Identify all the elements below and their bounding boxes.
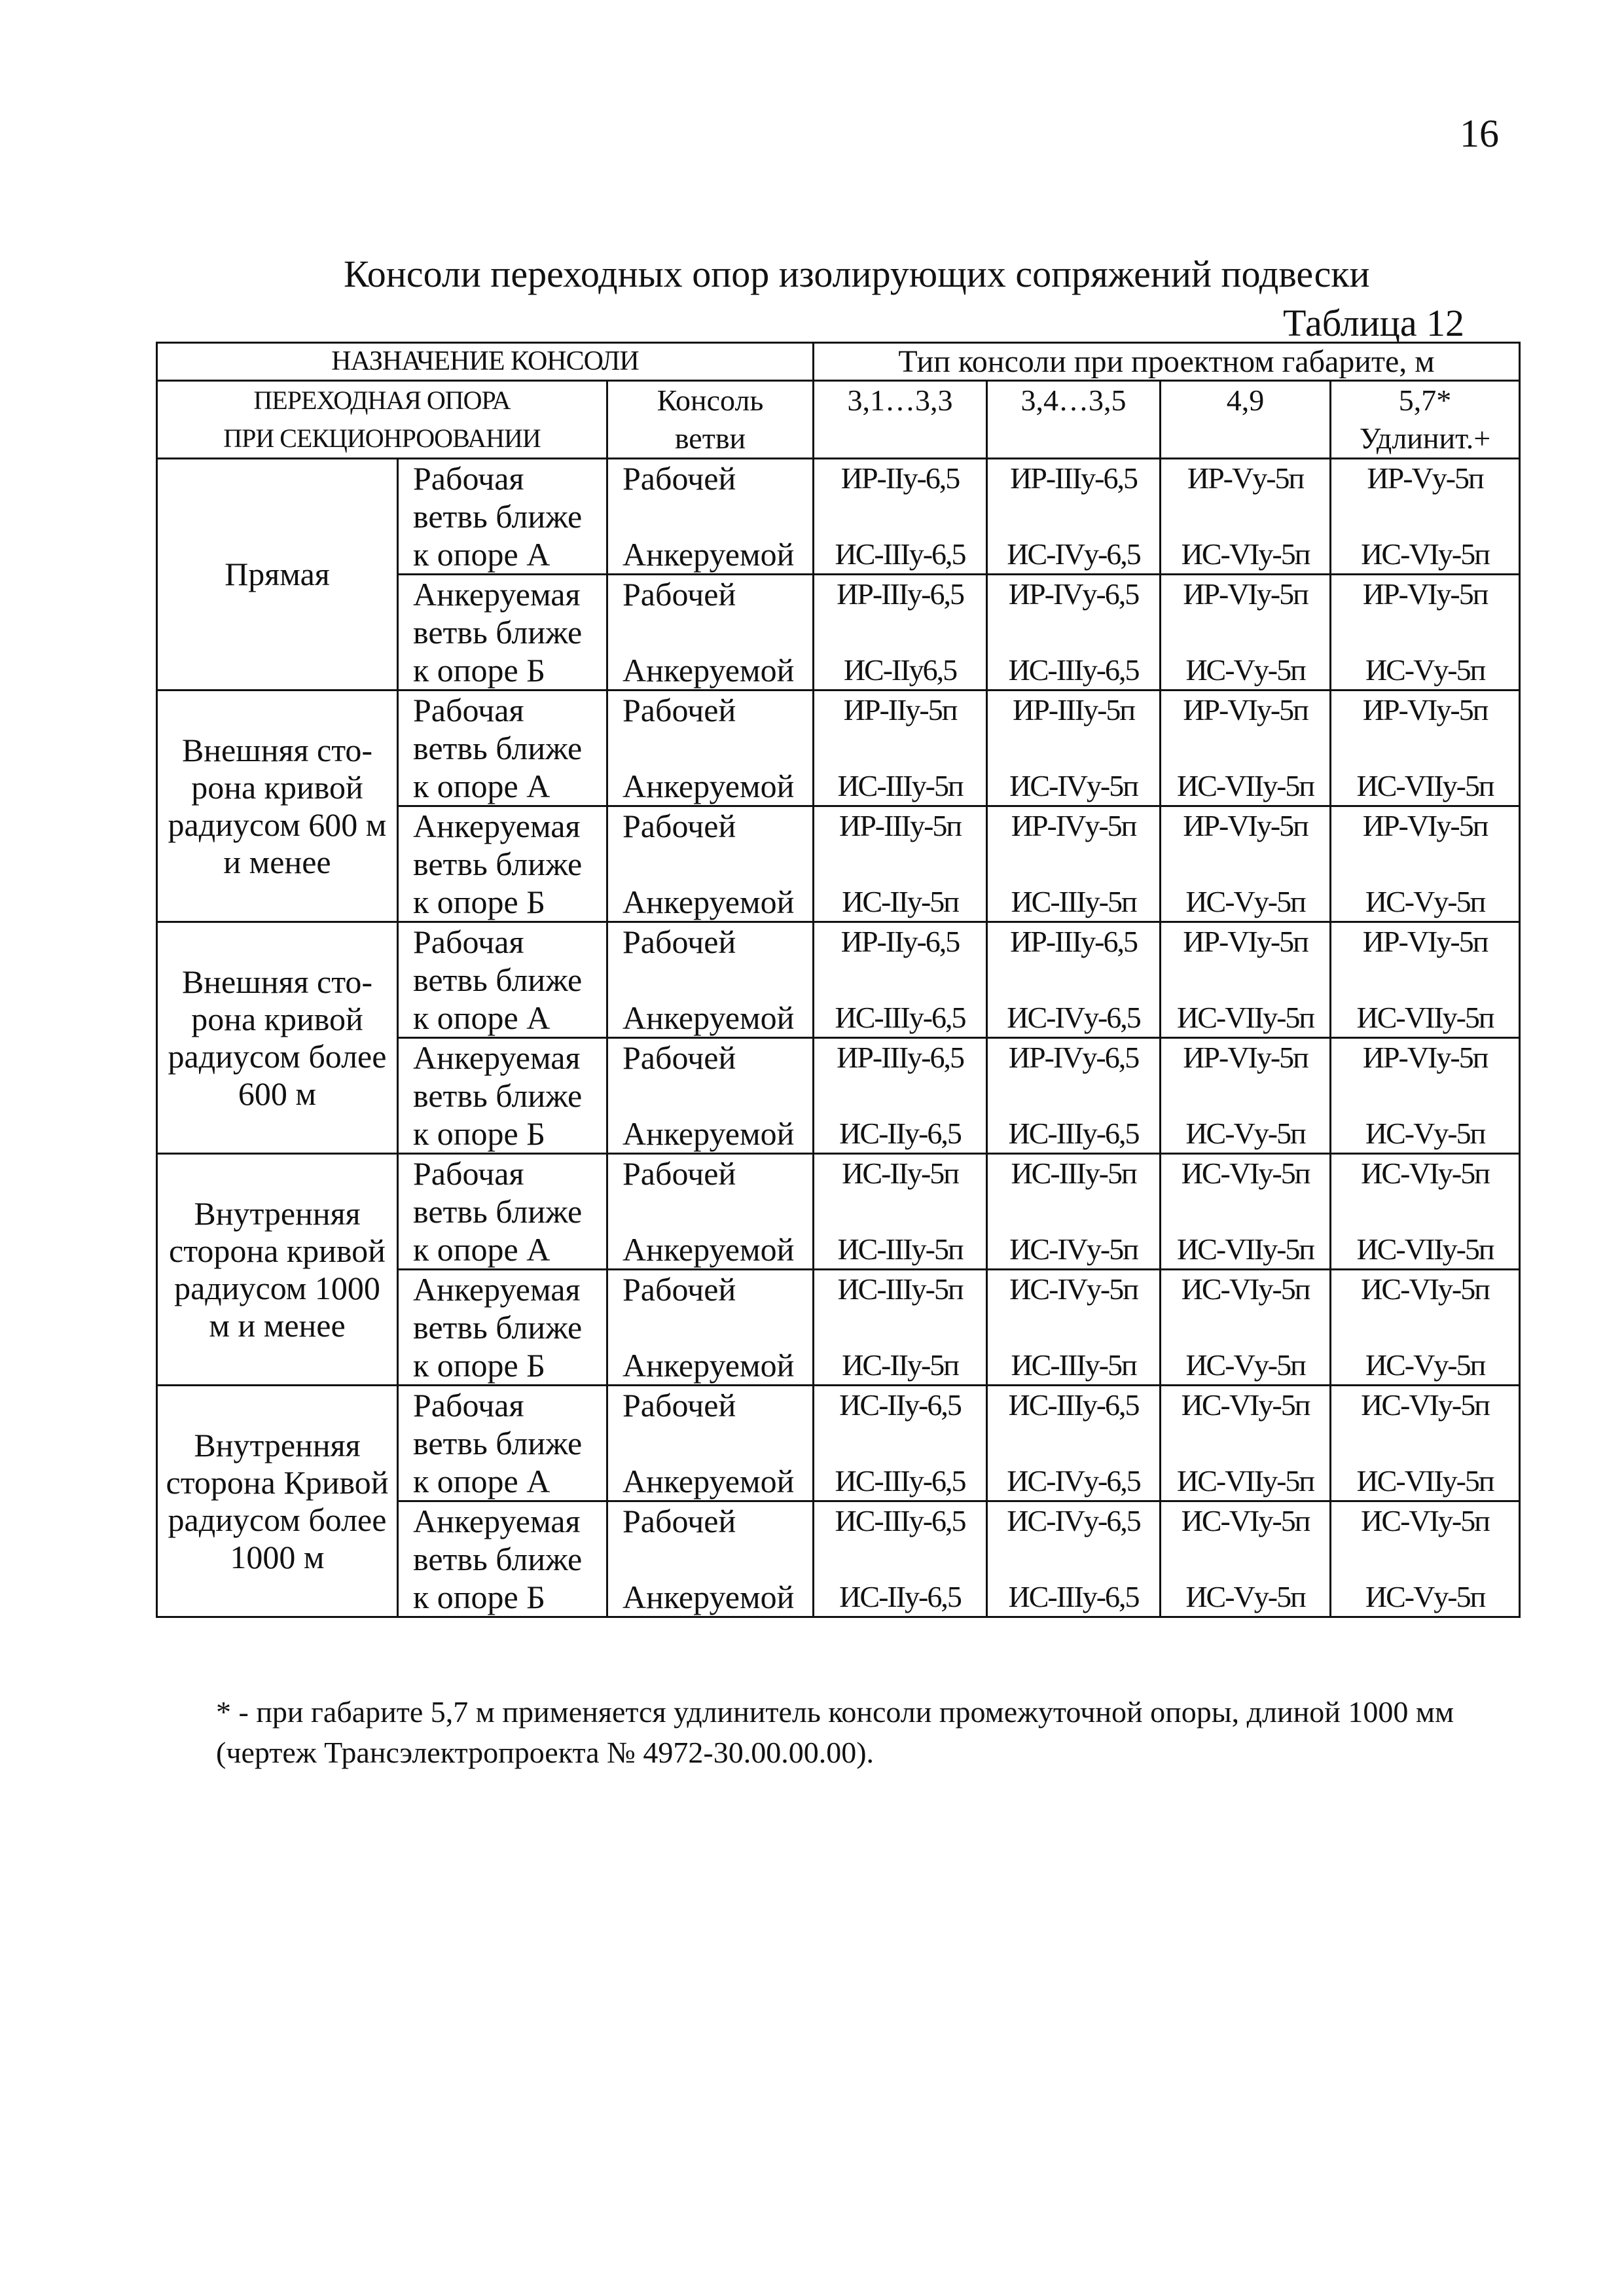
table-label: Таблица 12 — [1283, 302, 1465, 344]
position-cell — [398, 806, 607, 922]
position-line: ветвь ближе — [413, 961, 583, 998]
branch-label: Анкеруемой — [623, 1463, 795, 1499]
console-type-code: ИР-VIу-5п — [1362, 809, 1488, 842]
position-line: к опоре А — [413, 768, 550, 804]
branch-cell — [607, 806, 814, 922]
console-type-code: ИС-IIIу-5п — [837, 1232, 963, 1266]
branch-cell — [607, 459, 814, 575]
console-type-cell — [814, 459, 987, 575]
branch-label: Анкеруемой — [623, 1579, 795, 1615]
console-type-code: ИС-IVу-5п — [1009, 1272, 1138, 1306]
console-type-code: ИС-VIу-5п — [1181, 1388, 1310, 1422]
console-type-code: ИР-IIIу-6,5 — [837, 577, 964, 611]
console-type-code: ИС-IIу-6,5 — [839, 1388, 961, 1422]
console-type-code: ИС-IIу6,5 — [843, 653, 957, 687]
position-line: ветвь ближе — [413, 498, 583, 535]
console-type-code: ИР-VIу-5п — [1183, 577, 1308, 611]
console-type-code: ИС-Vу-5п — [1185, 1580, 1305, 1613]
branch-label: Анкеруемой — [623, 1231, 795, 1268]
console-type-cell — [987, 1038, 1161, 1154]
console-type-code: ИС-VIIу-5п — [1177, 1232, 1314, 1266]
console-type-cell — [987, 575, 1161, 691]
console-type-code: ИС-VIу-5п — [1181, 1272, 1310, 1306]
console-type-cell — [1161, 1154, 1331, 1270]
position-cell — [398, 1154, 607, 1270]
position-line: ветвь ближе — [413, 730, 583, 766]
console-type-code: ИС-IIу-6,5 — [839, 1117, 961, 1150]
console-type-cell — [1331, 1501, 1520, 1617]
branch-label: Рабочей — [623, 1039, 736, 1076]
branch-cell — [607, 922, 814, 1038]
console-type-code: ИС-IIIу-5п — [837, 769, 963, 802]
gauge-2-label: 3,4…3,5 — [1020, 384, 1127, 417]
console-type-code: ИС-IIу-5п — [842, 885, 958, 918]
console-type-code: ИС-IIIу-6,5 — [835, 537, 965, 571]
branch-label: Рабочей — [623, 460, 736, 497]
console-type-code: ИС-VIу-5п — [1361, 1388, 1489, 1422]
group-label: Внутренняя сторона кривой радиусом 1000 м и менее — [157, 1154, 398, 1386]
console-type-code: ИС-Vу-5п — [1365, 1348, 1485, 1382]
console-type-code: ИС-IIIу-5п — [1011, 1157, 1136, 1190]
extension-label: Удлинит.+ — [1359, 422, 1491, 455]
position-line: к опоре Б — [413, 1115, 545, 1152]
console-type-cell — [987, 1270, 1161, 1386]
console-type-cell — [1161, 922, 1331, 1038]
header-transition-pole-line1: ПЕРЕХОДНАЯ ОПОРА — [253, 386, 511, 415]
branch-cell — [607, 1501, 814, 1617]
console-type-code: ИР-IIу-6,5 — [840, 461, 960, 495]
branch-cell — [607, 1270, 814, 1386]
console-type-code: ИР-VIу-5п — [1362, 577, 1488, 611]
console-type-code: ИР-VIу-5п — [1183, 1041, 1308, 1074]
position-cell — [398, 1501, 607, 1617]
console-type-cell — [814, 575, 987, 691]
console-type-code: ИР-IIIу-5п — [839, 809, 962, 842]
header-gauge-1 — [814, 381, 987, 459]
console-type-code: ИС-IIIу-5п — [837, 1272, 963, 1306]
console-type-code: ИР-IIIу-6,5 — [1010, 461, 1137, 495]
branch-label: Анкеруемой — [623, 999, 795, 1036]
console-type-cell — [1161, 459, 1331, 575]
footnote: * - при габарите 5,7 м применяется удлинитель консоли промежуточной опоры, длиной 1000 мм (чертеж Трансэлектропроекта № 4972-30.00.00.00). — [216, 1695, 1454, 1769]
gauge-1-label: 3,1…3,3 — [847, 384, 953, 417]
console-type-cell — [1331, 1038, 1520, 1154]
console-type-code: ИС-IIIу-6,5 — [835, 1464, 965, 1498]
console-type-code: ИР-VIу-5п — [1362, 1041, 1488, 1074]
console-type-code: ИС-VIу-5п — [1181, 1504, 1310, 1537]
console-type-code: ИР-VIу-5п — [1183, 693, 1308, 726]
console-type-code: ИС-IIу-5п — [842, 1348, 958, 1382]
console-type-cell — [1331, 575, 1520, 691]
console-type-cell — [987, 806, 1161, 922]
console-type-code: ИС-Vу-5п — [1365, 885, 1485, 918]
console-type-code: ИР-IIу-5п — [843, 693, 957, 726]
console-type-code: ИС-IIIу-6,5 — [835, 1504, 965, 1537]
header-branch-console-line1: Консоль — [657, 384, 764, 417]
console-type-code: ИС-VIIу-5п — [1177, 1001, 1314, 1034]
console-type-code: ИР-IVу-6,5 — [1008, 577, 1139, 611]
console-type-code: ИС-IIIу-5п — [1011, 885, 1136, 918]
position-line: к опоре А — [413, 1463, 550, 1499]
console-type-code: ИС-VIу-5п — [1361, 1504, 1489, 1537]
console-type-cell — [1331, 922, 1520, 1038]
console-type-cell — [987, 922, 1161, 1038]
console-type-cell — [1331, 1270, 1520, 1386]
position-cell — [398, 459, 607, 575]
console-type-cell — [814, 1501, 987, 1617]
console-type-code: ИС-IVу-5п — [1009, 769, 1138, 802]
console-type-code: ИС-VIIу-5п — [1177, 1464, 1314, 1498]
header-branch-console — [607, 381, 814, 459]
console-type-code: ИС-IIIу-6,5 — [1008, 1388, 1139, 1422]
console-type-code: ИС-VIу-5п — [1361, 1157, 1489, 1190]
branch-label: Анкеруемой — [623, 1347, 795, 1384]
branch-cell — [607, 691, 814, 806]
console-type-code: ИС-VIу-5п — [1361, 1272, 1489, 1306]
console-type-code: ИР-VIу-5п — [1183, 925, 1308, 958]
console-type-cell — [1161, 806, 1331, 922]
page-number: 16 — [1460, 112, 1499, 155]
gauge-3-label: 4,9 — [1226, 384, 1265, 417]
position-line: к опоре Б — [413, 1347, 545, 1384]
console-type-code: ИС-VIу-5п — [1181, 1157, 1310, 1190]
console-type-code: ИС-IIIу-6,5 — [1008, 653, 1139, 687]
branch-label: Рабочей — [623, 924, 736, 960]
console-type-cell — [1331, 691, 1520, 806]
position-line: Анкеруемая — [413, 1039, 581, 1076]
gauge-4-label: 5,7* — [1398, 384, 1452, 417]
console-type-cell — [987, 691, 1161, 806]
position-line: ветвь ближе — [413, 1541, 583, 1577]
position-line: ветвь ближе — [413, 1425, 583, 1462]
branch-label: Рабочей — [623, 1155, 736, 1192]
console-type-code: ИР-VIу-5п — [1362, 693, 1488, 726]
position-line: Анкеруемая — [413, 808, 581, 844]
console-type-code: ИС-Vу-5п — [1185, 885, 1305, 918]
branch-cell — [607, 1386, 814, 1501]
branch-label: Анкеруемой — [623, 884, 795, 920]
header-purpose: НАЗНАЧЕНИЕ КОНСОЛИ — [157, 343, 814, 381]
console-type-code: ИР-IIIу-6,5 — [1010, 925, 1137, 958]
console-type-code: ИС-VIIу-5п — [1356, 1232, 1494, 1266]
table-row — [157, 922, 1520, 1038]
console-type-cell — [814, 806, 987, 922]
position-cell — [398, 1270, 607, 1386]
position-cell — [398, 1386, 607, 1501]
group-label: Внешняя сто-рона кривой радиусом 600 м и менее — [157, 691, 398, 922]
position-line: Рабочая — [413, 460, 524, 497]
console-type-cell — [987, 1501, 1161, 1617]
table-row — [157, 691, 1520, 806]
console-type-cell — [814, 1386, 987, 1501]
header-gauge-4 — [1331, 381, 1520, 459]
console-type-code: ИР-VIу-5п — [1183, 809, 1308, 842]
header-branch-console-line2: ветви — [674, 422, 746, 455]
console-type-cell — [1161, 691, 1331, 806]
console-type-code: ИР-IIIу-5п — [1013, 693, 1135, 726]
console-type-code: ИР-IIу-6,5 — [840, 925, 960, 958]
position-line: Рабочая — [413, 924, 524, 960]
console-type-code: ИС-IVу-6,5 — [1007, 1464, 1140, 1498]
position-line: ветвь ближе — [413, 846, 583, 882]
console-type-cell — [1331, 1154, 1520, 1270]
position-line: Анкеруемая — [413, 576, 581, 613]
console-type-cell — [987, 1154, 1161, 1270]
console-type-code: ИС-Vу-5п — [1365, 1580, 1485, 1613]
console-type-code: ИС-VIIу-5п — [1356, 1001, 1494, 1034]
console-type-code: ИС-IIIу-6,5 — [835, 1001, 965, 1034]
table-row — [157, 459, 1520, 575]
console-type-cell — [1331, 1386, 1520, 1501]
console-type-cell — [1331, 459, 1520, 575]
console-type-code: ИС-Vу-5п — [1185, 653, 1305, 687]
branch-label: Анкеруемой — [623, 652, 795, 689]
console-type-code: ИС-IVу-5п — [1009, 1232, 1138, 1266]
branch-cell — [607, 575, 814, 691]
branch-label: Рабочей — [623, 1503, 736, 1539]
console-type-cell — [814, 1038, 987, 1154]
console-type-code: ИС-IIIу-5п — [1011, 1348, 1136, 1382]
header-transition-pole-line2: ПРИ СЕКЦИОНРООВАНИИ — [223, 423, 541, 453]
position-line: ветвь ближе — [413, 1077, 583, 1114]
position-line: к опоре Б — [413, 1579, 545, 1615]
console-type-code: ИР-VIу-5п — [1362, 925, 1488, 958]
position-line: Рабочая — [413, 1387, 524, 1424]
position-cell — [398, 575, 607, 691]
console-type-cell — [814, 1270, 987, 1386]
position-line: Анкеруемая — [413, 1503, 581, 1539]
console-type-code: ИС-VIу-5п — [1181, 537, 1310, 571]
branch-label: Рабочей — [623, 692, 736, 728]
branch-label: Анкеруемой — [623, 768, 795, 804]
position-line: ветвь ближе — [413, 1309, 583, 1346]
group-label: Внешняя сто-рона кривой радиусом более 600 м — [157, 922, 398, 1154]
header-transition-pole — [157, 381, 607, 459]
table-row — [157, 1386, 1520, 1501]
branch-label: Рабочей — [623, 1387, 736, 1424]
group-label: Внутренняя сторона Кривой радиусом более 1000 м — [157, 1386, 398, 1617]
position-cell — [398, 1038, 607, 1154]
console-type-code: ИС-IVу-6,5 — [1007, 1001, 1140, 1034]
console-type-cell — [814, 691, 987, 806]
console-type-cell — [1161, 1501, 1331, 1617]
branch-label: Рабочей — [623, 808, 736, 844]
position-line: Рабочая — [413, 692, 524, 728]
branch-cell — [607, 1154, 814, 1270]
branch-label: Рабочей — [623, 1271, 736, 1308]
console-type-cell — [814, 1154, 987, 1270]
console-type-code: ИР-IIIу-6,5 — [837, 1041, 964, 1074]
console-type-code: ИР-IVу-5п — [1011, 809, 1136, 842]
header-type-title: Тип консоли при проектном габарите, м — [814, 343, 1520, 381]
console-type-code: ИС-IIIу-6,5 — [1008, 1580, 1139, 1613]
console-type-code: ИС-Vу-5п — [1365, 1117, 1485, 1150]
branch-label: Анкеруемой — [623, 536, 795, 573]
position-line: ветвь ближе — [413, 614, 583, 651]
position-line: к опоре Б — [413, 652, 545, 689]
table-row — [157, 1154, 1520, 1270]
console-type-code: ИС-Vу-5п — [1185, 1117, 1305, 1150]
console-type-code: ИС-IVу-6,5 — [1007, 537, 1140, 571]
position-cell — [398, 922, 607, 1038]
branch-label: Анкеруемой — [623, 1115, 795, 1152]
console-type-code: ИС-IIIу-6,5 — [1008, 1117, 1139, 1150]
position-line: к опоре А — [413, 999, 550, 1036]
console-type-cell — [1161, 575, 1331, 691]
console-type-cell — [1331, 806, 1520, 922]
position-line: Рабочая — [413, 1155, 524, 1192]
console-type-cell — [1161, 1386, 1331, 1501]
console-type-code: ИС-IIу-6,5 — [839, 1580, 961, 1613]
console-type-cell — [987, 1386, 1161, 1501]
console-type-cell — [1161, 1038, 1331, 1154]
position-line: Анкеруемая — [413, 1271, 581, 1308]
console-table — [156, 342, 1521, 1618]
header-gauge-2 — [987, 381, 1161, 459]
console-type-code: ИС-IIу-5п — [842, 1157, 958, 1190]
console-type-code: ИС-Vу-5п — [1365, 653, 1485, 687]
console-type-code: ИС-VIу-5п — [1361, 537, 1489, 571]
position-line: ветвь ближе — [413, 1193, 583, 1230]
console-type-code: ИС-IVу-6,5 — [1007, 1504, 1140, 1537]
console-type-code: ИС-VIIу-5п — [1177, 769, 1314, 802]
console-type-code: ИС-VIIу-5п — [1356, 769, 1494, 802]
position-line: к опоре А — [413, 1231, 550, 1268]
position-line: к опоре Б — [413, 884, 545, 920]
group-label: Прямая — [157, 459, 398, 691]
console-type-code: ИС-VIIу-5п — [1356, 1464, 1494, 1498]
branch-cell — [607, 1038, 814, 1154]
position-line: к опоре А — [413, 536, 550, 573]
console-type-cell — [987, 459, 1161, 575]
document-title: Консоли переходных опор изолирующих сопряжений подвески — [344, 253, 1370, 295]
console-type-code: ИР-IVу-6,5 — [1008, 1041, 1139, 1074]
console-type-code: ИР-Vу-5п — [1187, 461, 1304, 495]
console-type-code: ИС-Vу-5п — [1185, 1348, 1305, 1382]
console-type-cell — [814, 922, 987, 1038]
position-cell — [398, 691, 607, 806]
branch-label: Рабочей — [623, 576, 736, 613]
header-gauge-3 — [1161, 381, 1331, 459]
console-type-code: ИР-Vу-5п — [1367, 461, 1483, 495]
console-type-cell — [1161, 1270, 1331, 1386]
